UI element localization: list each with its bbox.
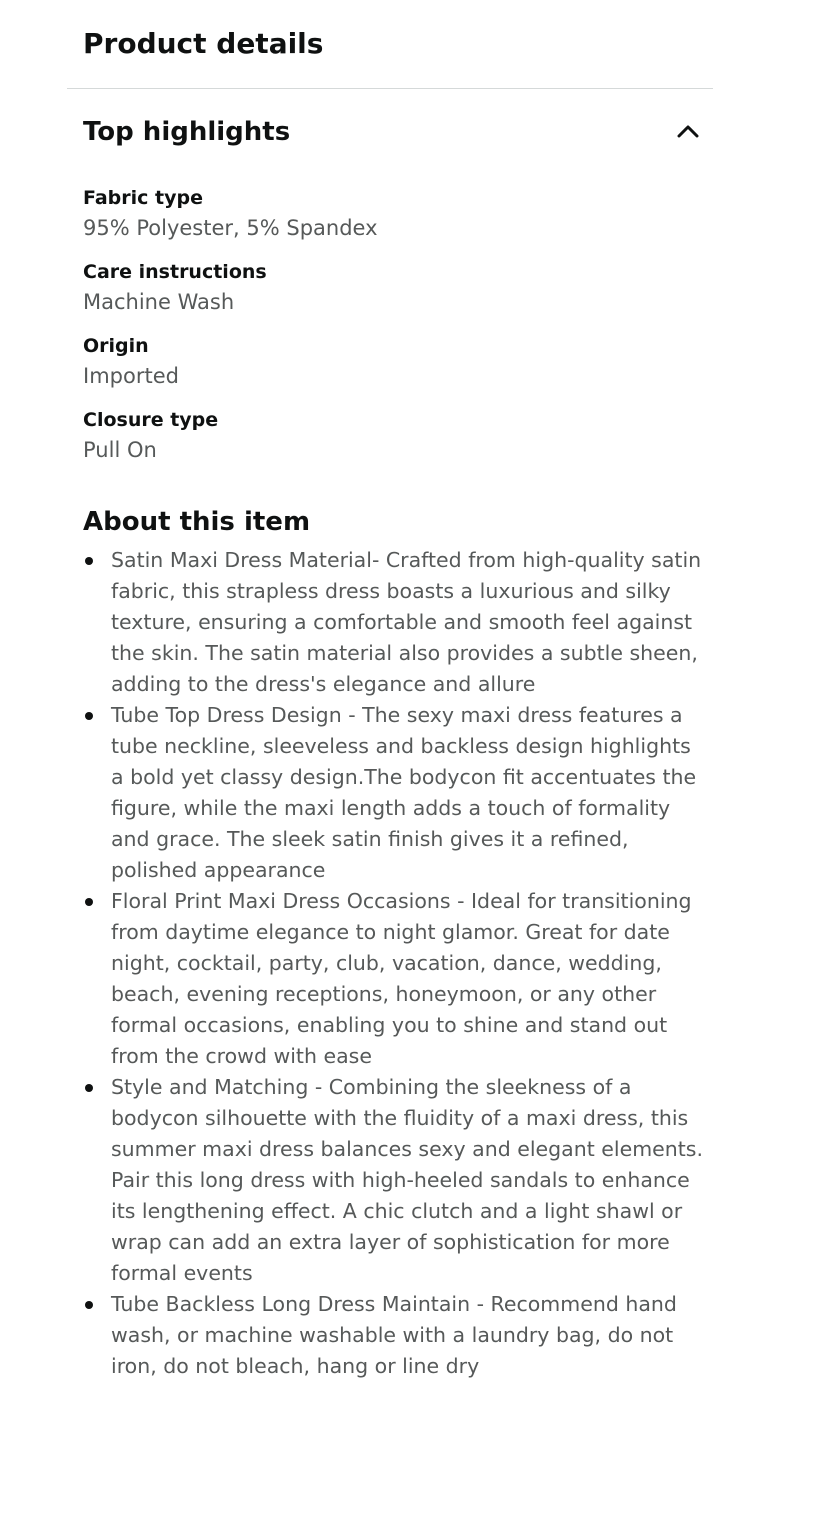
list-item: [83, 886, 703, 1072]
attribute-origin: [83, 332, 703, 406]
section-divider: [67, 88, 713, 89]
list-item: [83, 1289, 703, 1382]
attribute-care-instructions: [83, 258, 703, 332]
attribute-label: Closure type: [83, 409, 219, 431]
top-highlights-toggle[interactable]: [83, 110, 703, 154]
attribute-label: Origin: [83, 335, 149, 357]
chevron-up-icon[interactable]: [673, 116, 703, 146]
attribute-value: Machine Wash: [83, 290, 235, 314]
list-item: [83, 1072, 703, 1289]
bullet-text: Satin Maxi Dress Material- Crafted from high-quality satin fabric, this strapless dress boasts a luxurious and silky texture, ensuring a comfortable and smooth feel against the skin. The satin material also provides a subtle sheen, adding to the dress's elegance and allure: [111, 548, 702, 696]
highlights-attributes: [83, 184, 703, 480]
bullet-dot-icon: [85, 557, 93, 565]
bullet-dot-icon: [85, 712, 93, 720]
attribute-value: Pull On: [83, 438, 157, 462]
bullet-dot-icon: [85, 1084, 93, 1092]
about-bullet-list: [83, 545, 703, 1382]
bullet-text: Tube Backless Long Dress Maintain - Recommend hand wash, or machine washable with a laundry bag, do not iron, do not bleach, hang or line dry: [111, 1292, 677, 1378]
bullet-text: Style and Matching - Combining the sleekness of a bodycon silhouette with the fluidity of a maxi dress, this summer maxi dress balances sexy and elegant elements. Pair this long dress with high-heeled sandals to enhance its lengthening effect. A chic clutch and a light shawl or wrap can add an extra layer of sophistication for more formal events: [111, 1075, 703, 1285]
list-item: [83, 700, 703, 886]
attribute-value: Imported: [83, 364, 179, 388]
list-item: [83, 545, 703, 700]
bullet-dot-icon: [85, 898, 93, 906]
bullet-text: Tube Top Dress Design - The sexy maxi dress features a tube neckline, sleeveless and backless design highlights a bold yet classy design.The bodycon fit accentuates the figure, while the maxi length adds a touch of formality and grace. The sleek satin finish gives it a refined, polished appearance: [111, 703, 697, 882]
attribute-fabric-type: [83, 184, 703, 258]
bullet-dot-icon: [85, 1301, 93, 1309]
product-details-title: Product details: [83, 27, 324, 60]
attribute-label: Care instructions: [83, 261, 267, 283]
attribute-label: Fabric type: [83, 187, 204, 209]
about-this-item-title: About this item: [83, 507, 311, 537]
attribute-value: 95% Polyester, 5% Spandex: [83, 216, 378, 240]
bullet-text: Floral Print Maxi Dress Occasions - Ideal for transitioning from daytime elegance to night glamor. Great for date night, cocktail, party, club, vacation, dance, wedding, beach, evening receptions, honeymoon, or any other formal occasions, enabling you to shine and stand out from the crowd with ease: [111, 889, 692, 1068]
attribute-closure-type: [83, 406, 703, 480]
top-highlights-title: Top highlights: [83, 117, 291, 147]
